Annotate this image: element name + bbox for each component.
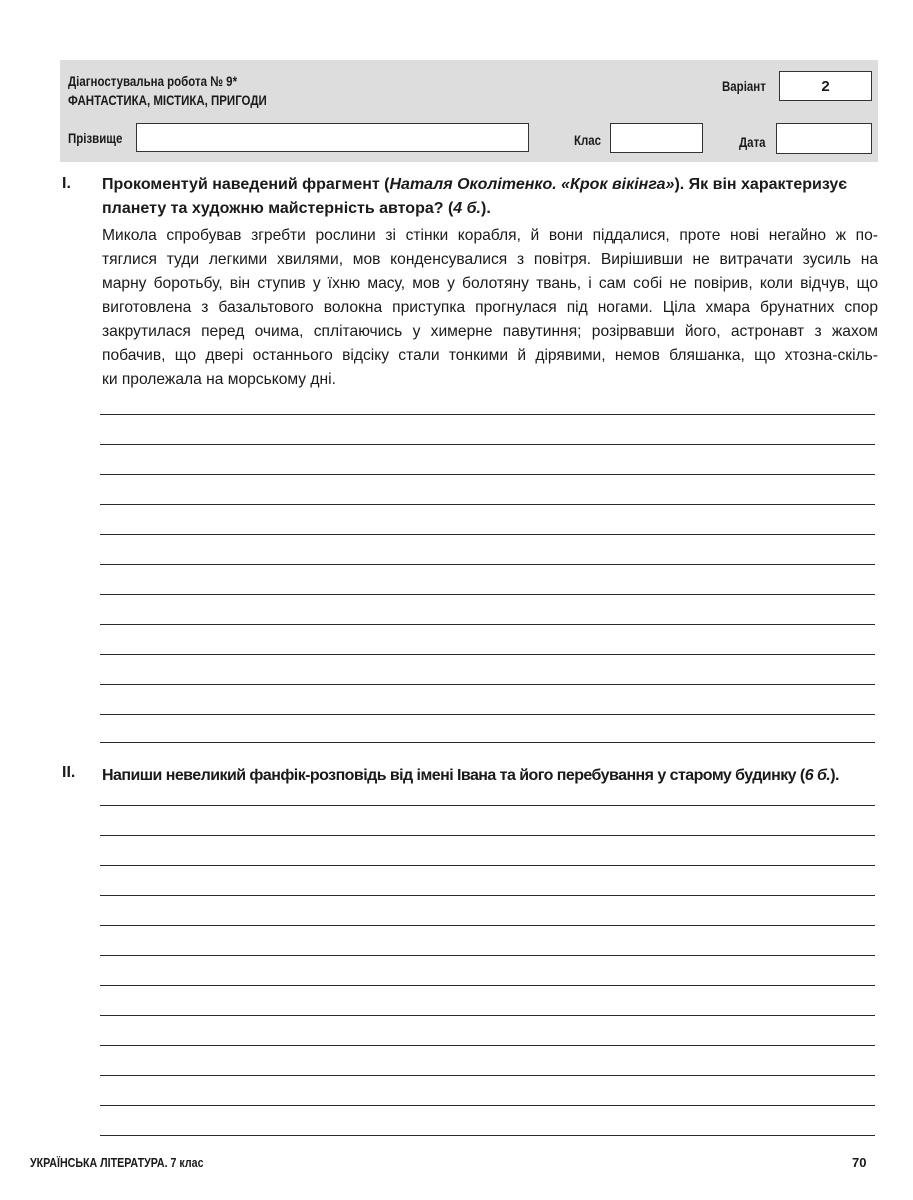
answer-line[interactable] — [100, 1135, 875, 1136]
surname-field[interactable] — [136, 123, 529, 152]
class-label-text: Клас — [574, 132, 602, 148]
passage-line: тяглися туди легкими хвилями, мов конденсувалися з повітря. Вирішивши не витрачати зусиль на — [102, 251, 878, 268]
answer-line[interactable] — [100, 594, 875, 595]
answer-line[interactable] — [100, 895, 875, 896]
date-label — [739, 134, 771, 150]
task2-prompt — [102, 764, 902, 788]
page-number: 70 — [852, 1155, 867, 1170]
footer-subject-text: УКРАЇНСЬКА ЛІТЕРАТУРА. 7 клас — [30, 1155, 204, 1170]
date-label-text: Дата — [739, 134, 766, 150]
answer-line[interactable] — [100, 684, 875, 685]
answer-line[interactable] — [100, 742, 875, 743]
task1-prompt — [102, 173, 902, 221]
answer-line[interactable] — [100, 444, 875, 445]
answer-line[interactable] — [100, 474, 875, 475]
answer-line[interactable] — [100, 1075, 875, 1076]
answer-line[interactable] — [100, 805, 875, 806]
date-field[interactable] — [776, 123, 872, 154]
task1-prompt-start: Прокоментуй наведений фрагмент ( — [102, 176, 390, 193]
work-title-line2: ФАНТАСТИКА, МІСТИКА, ПРИГОДИ — [68, 92, 267, 108]
answer-line[interactable] — [100, 865, 875, 866]
answer-line[interactable] — [100, 414, 875, 415]
answer-line[interactable] — [100, 654, 875, 655]
task2-prompt-end: ). — [830, 767, 839, 784]
variant-value: 2 — [821, 77, 830, 95]
answer-line[interactable] — [100, 504, 875, 505]
class-label — [574, 132, 607, 148]
answer-line[interactable] — [100, 1045, 875, 1046]
answer-line[interactable] — [100, 624, 875, 625]
task2-prompt-start: Напиши невеликий фанфік-розповідь від імені Івана та його перебування у старому будинку ( — [102, 767, 805, 784]
surname-label — [68, 130, 134, 146]
answer-line[interactable] — [100, 925, 875, 926]
answer-line[interactable] — [100, 985, 875, 986]
answer-line[interactable] — [100, 714, 875, 715]
passage-line: марну боротьбу, він ступив у їхню масу, мов у болотяну твань, і сам собі не повірив, коли відчув, що — [102, 275, 878, 292]
answer-line[interactable] — [100, 564, 875, 565]
task1-prompt-mid: ). Як він характеризує планету та художню майстерність автора? ( — [102, 176, 848, 217]
header-panel — [60, 60, 878, 162]
passage-line: побачив, що двері останнього відсіку стали тонкими й дірявими, немов бляшанка, що хтозна-скіль- — [102, 347, 878, 364]
answer-line[interactable] — [100, 1105, 875, 1106]
task2-number: II. — [62, 764, 76, 781]
task1-prompt-source: Наталя Околітенко. «Крок вікінга» — [389, 176, 675, 193]
answer-line[interactable] — [100, 1015, 875, 1016]
passage-line: закрутилася перед очима, сплітаючись у химерне павутиння; розірвавши його, астронавт з жахом — [102, 323, 878, 340]
variant-label — [722, 78, 775, 94]
answer-line[interactable] — [100, 534, 875, 535]
task1-points: 4 б. — [453, 200, 481, 217]
task2-points: 6 б. — [804, 767, 831, 784]
answer-line[interactable] — [100, 955, 875, 956]
task1-prompt-end: ). — [481, 200, 491, 217]
answer-line[interactable] — [100, 835, 875, 836]
passage-line: ки пролежала на морському дні. — [102, 371, 336, 388]
surname-label-text: Прізвище — [68, 130, 123, 146]
variant-value-box — [779, 71, 872, 101]
variant-label-text: Варіант — [722, 78, 766, 94]
work-title — [68, 72, 310, 110]
task1-passage — [102, 224, 878, 392]
class-field[interactable] — [610, 123, 703, 153]
footer-subject — [30, 1155, 242, 1170]
passage-line: Микола спробував згребти рослини зі стінки корабля, й вони піддалися, проте нові негайно ж по- — [102, 227, 878, 244]
task1-number: I. — [62, 175, 71, 192]
passage-line: виготовлена з базальтового волокна приступка прогнулася під ногами. Ціла хмара брунатних спор — [102, 299, 878, 316]
work-title-line1: Діагностувальна робота № 9* — [68, 73, 238, 89]
